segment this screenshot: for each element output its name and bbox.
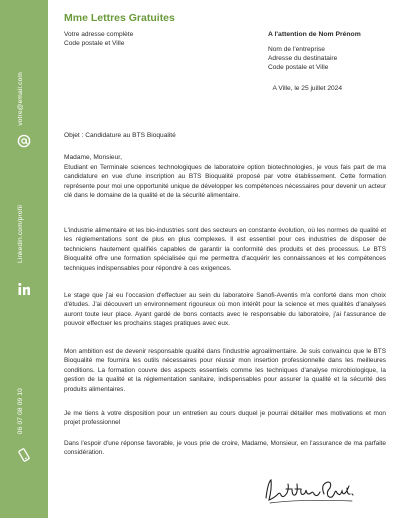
sender-name: Mme Lettres Gratuites [64,12,175,24]
signature-image [262,474,358,508]
linkedin-icon [17,282,31,296]
letter-date: A Ville, le 25 juillet 2024 [272,85,342,92]
phone-icon [17,448,31,462]
recipient-title: A l'attention de Nom Prénom [268,31,361,38]
sender-address-line: Code postale et Ville [64,40,125,47]
sender-address [64,30,133,48]
sender-address-line: Votre adresse complète [64,31,134,38]
at-icon [17,134,31,148]
letter-subject: Objet : Candidature au BTS Bioqualité [64,132,176,139]
linkedin-text[interactable]: Linkedin.com/profil [17,205,24,263]
paragraph-internship: Le stage que j'ai eu l'occasion d'effectuer au sein du laboratoire Sanofi-Aventis m'a conforté dans mon choix d'études. J'ai découvert un environnement rigoureux où mon intérêt pour la science et mes qualités d'analyses auront toute leur place. Ayant gardé de bons contacts avec le responsable du laboratoire, j'ai l'assurance de pouvoir effectuer les prochains stages pratiques avec eux. [64,292,386,328]
recipient-line: Adresse du destinataire [268,55,338,62]
phone-text[interactable]: 06 07 08 09 10 [17,388,24,435]
recipient-line: Nom de l'entreprise [268,46,325,53]
email-text[interactable]: votre@email.com [17,72,24,126]
sidebar [0,0,48,518]
paragraph-intro: Etudiant en Terminale sciences technologiques de laboratoire option biotechnologies, je vous fais part de ma candidature en vue d'une inscription au BTS Bioqualité proposé par votre établissement. Cette formation représente pour moi une opportunité unique de développer les compétences nécessaires pour devenir un acteur clé dans le domaine de la qualité et de la sécurité alimentaire. [64,164,386,200]
paragraph-availability: Je me tiens à votre disposition pour un entretien au cours duquel je pourrai détailler mes motivations et mon projet professionnel [64,410,386,427]
paragraph-ambition: Mon ambition est de devenir responsable qualité dans l'industrie agroalimentaire. Je suis convaincu que le BTS Bioqualité me fournira les outils nécessaires pour réussir mon insertion professionnelle dans les meilleures conditions. La formation couvre des aspects essentiels comme les techniques d'analyse microbiologique, la gestion de la qualité et la réglementation sanitaire, indispensables pour assurer la qualité et la sécurité des produits alimentaires. [64,348,386,393]
letter-greeting: Madame, Monsieur, [64,154,122,161]
recipient-address [268,45,337,72]
paragraph-closing: Dans l'espoir d'une réponse favorable, je vous prie de croire, Madame, Monsieur, en l'assurance de ma parfaite considération. [64,440,386,457]
recipient-line: Code postale et Ville [268,64,329,71]
paragraph-industry: L'industrie alimentaire et les bio-industries sont des secteurs en constante évolution, où les normes de qualité et les réglementations sont de plus en plus complexes. Il est essentiel pour ces industries de disposer de techniciens hautement qualifiés capables de garantir la conformité des produits et des processus. Le BTS Bioqualité offre une formation spécialisée qui me permettra d'acquérir les connaissances et les compétences techniques indispensables pour répondre à ces exigences. [64,227,386,272]
